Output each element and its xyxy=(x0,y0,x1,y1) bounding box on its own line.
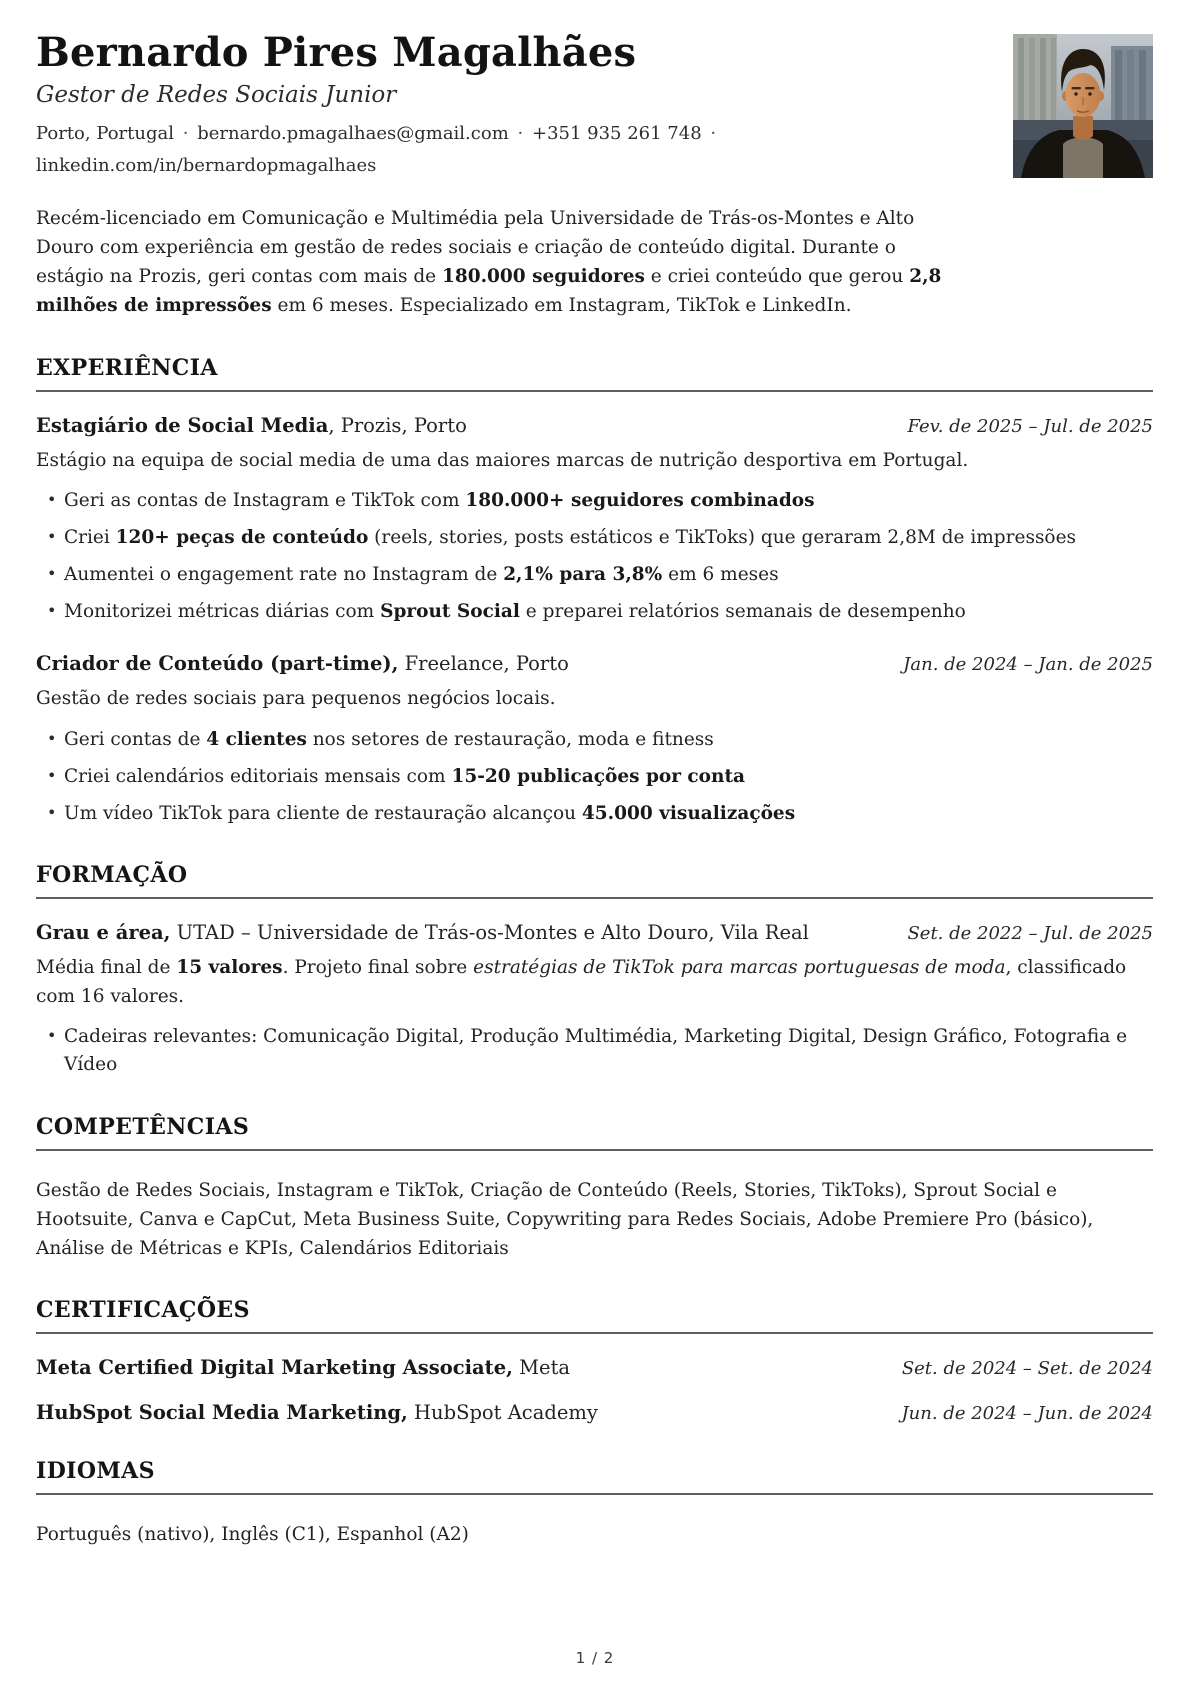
languages-text: Português (nativo), Inglês (C1), Espanhol (A2) xyxy=(36,1524,469,1546)
bullet-item: • Geri contas de 4 clientes nos setores de restauração, moda e fitness xyxy=(36,726,1153,754)
entry-title xyxy=(36,652,569,675)
entry-title xyxy=(36,1356,570,1379)
section-heading-languages: IDIOMAS xyxy=(36,1458,1153,1495)
entry-description: Estágio na equipa de social media de uma das maiores marcas de nutrição desportiva em Portugal. xyxy=(36,449,969,471)
separator-dot: · xyxy=(517,123,524,144)
entry-bullet-list xyxy=(36,726,1153,828)
skills-text: Gestão de Redes Sociais, Instagram e TikTok, Criação de Conteúdo (Reels, Stories, TikToks), Sprout Social e Hootsuite, Canva e CapCut, Meta Business Suite, Copywriting para Redes Sociais, Adobe Premiere Pro (básico), Análise de Métricas e KPIs, Calendários Editoriais xyxy=(36,1179,1094,1259)
entry-description: Média final de 15 valores. Projeto final sobre estratégias de TikTok para marcas portuguesas de moda, classificado com 16 valores. xyxy=(36,956,1127,1008)
certification-issuer: Meta xyxy=(512,1356,571,1380)
entry-role: Criador de Conteúdo (part-time), xyxy=(36,652,399,676)
entry-title xyxy=(36,1401,598,1424)
contact-linkedin[interactable]: linkedin.com/in/bernardopmagalhaes xyxy=(36,155,377,177)
entry-date: Fev. de 2025 – Jul. de 2025 xyxy=(907,415,1153,437)
entry-title xyxy=(36,921,809,944)
section-heading-education: FORMAÇÃO xyxy=(36,862,1153,899)
bullet-item: • Um vídeo TikTok para cliente de restauração alcançou 45.000 visualizações xyxy=(36,800,1153,828)
contact-phone: +351 935 261 748 xyxy=(531,123,702,144)
entry-school: UTAD – Universidade de Trás-os-Montes e Alto Douro, Vila Real xyxy=(170,920,809,944)
entry-title xyxy=(36,414,467,437)
entry-header xyxy=(36,652,1153,675)
section-heading-certifications: CERTIFICAÇÕES xyxy=(36,1297,1153,1334)
entry-header xyxy=(36,414,1153,437)
bullet-item: • Geri as contas de Instagram e TikTok com 180.000+ seguidores combinados xyxy=(36,487,1153,515)
entry-bullet-list xyxy=(36,1023,1153,1079)
entry-description: Gestão de redes sociais para pequenos negócios locais. xyxy=(36,688,556,710)
bullet-item: • Criei calendários editoriais mensais com 15-20 publicações por conta xyxy=(36,763,1153,791)
entry-date: Set. de 2024 – Set. de 2024 xyxy=(901,1358,1153,1380)
summary-paragraph: Recém-licenciado em Comunicação e Multimédia pela Universidade de Trás-os-Montes e Alto Douro com experiência em gestão de redes sociais e criação de conteúdo digital. Durante o estágio na Prozis, geri contas com mais de 180.000 seguidores e criei conteúdo que gerou 2,8 milhões de impressões em 6 meses. Especializado em Instagram, TikTok e LinkedIn. xyxy=(36,207,942,317)
entry-header xyxy=(36,1401,1153,1424)
separator-dot: · xyxy=(182,123,189,144)
experience-entry xyxy=(36,652,1153,828)
experience-entry xyxy=(36,414,1153,627)
job-title: Gestor de Redes Sociais Junior xyxy=(36,82,397,108)
entry-company: Freelance, Porto xyxy=(398,652,569,676)
contact-info xyxy=(36,118,736,183)
entry-role: Estagiário de Social Media xyxy=(36,413,329,437)
certification-entry xyxy=(36,1356,1153,1379)
separator-dot: · xyxy=(710,123,717,144)
section-heading-experience: EXPERIÊNCIA xyxy=(36,355,1153,392)
entry-degree: Grau e área, xyxy=(36,920,171,944)
certification-entry xyxy=(36,1401,1153,1424)
section-heading-skills: COMPETÊNCIAS xyxy=(36,1114,1153,1151)
header xyxy=(36,30,1153,183)
education-entry xyxy=(36,921,1153,1080)
entry-date: Jan. de 2024 – Jan. de 2025 xyxy=(903,654,1153,676)
entry-bullet-list xyxy=(36,487,1153,626)
contact-email[interactable]: bernardo.pmagalhaes@gmail.com xyxy=(197,123,509,144)
header-identity xyxy=(36,30,736,183)
certification-issuer: HubSpot Academy xyxy=(407,1401,598,1425)
bullet-item: • Cadeiras relevantes: Comunicação Digital, Produção Multimédia, Marketing Digital, Design Gráfico, Fotografia e Vídeo xyxy=(36,1023,1153,1079)
certification-name: HubSpot Social Media Marketing, xyxy=(36,1401,408,1425)
bullet-item: • Monitorizei métricas diárias com Sprout Social e preparei relatórios semanais de desempenho xyxy=(36,598,1153,626)
entry-header xyxy=(36,1356,1153,1379)
contact-location: Porto, Portugal xyxy=(36,123,174,144)
entry-header xyxy=(36,921,1153,944)
entry-company: , Prozis, Porto xyxy=(328,413,467,437)
profile-photo xyxy=(1013,34,1153,178)
bullet-item: • Aumentei o engagement rate no Instagram de 2,1% para 3,8% em 6 meses xyxy=(36,561,1153,589)
page-number: 1 / 2 xyxy=(575,1649,615,1667)
certification-name: Meta Certified Digital Marketing Associate, xyxy=(36,1356,513,1380)
bullet-item: • Criei 120+ peças de conteúdo (reels, stories, posts estáticos e TikToks) que geraram 2,8M de impressões xyxy=(36,524,1153,552)
entry-date: Set. de 2022 – Jul. de 2025 xyxy=(907,922,1153,944)
person-name: Bernardo Pires Magalhães xyxy=(36,29,637,76)
entry-date: Jun. de 2024 – Jun. de 2024 xyxy=(901,1403,1153,1425)
